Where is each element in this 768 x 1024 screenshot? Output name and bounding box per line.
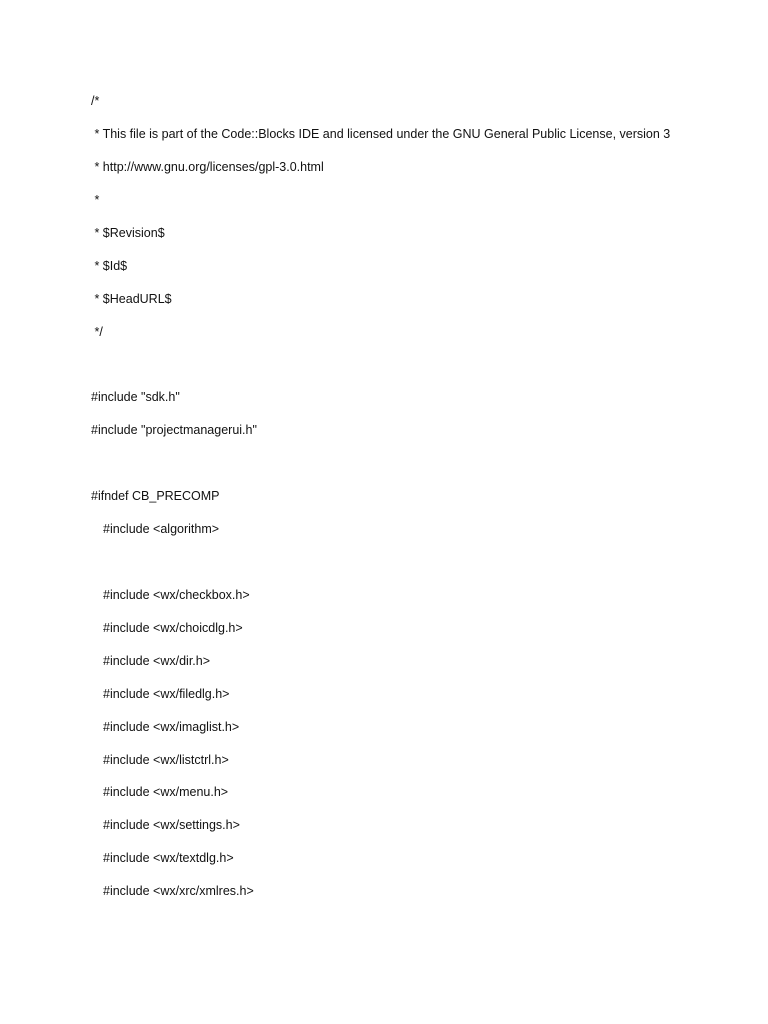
revision-line: * $Revision$ [91,226,165,240]
include-sdk-line: #include "sdk.h" [91,390,180,404]
include-projectmanagerui-line: #include "projectmanagerui.h" [91,423,257,437]
license-url-line: * http://www.gnu.org/licenses/gpl-3.0.html [91,160,324,174]
comment-close-line: */ [91,325,103,339]
comment-blank-line: * [91,193,100,207]
ifndef-line: #ifndef CB_PRECOMP [91,489,220,503]
id-line: * $Id$ [91,259,128,273]
license-line: * This file is part of the Code::Blocks IDE and licensed under the GNU General Public License, version 3 [91,127,671,141]
include-choicdlg-line: #include <wx/choicdlg.h> [103,621,243,635]
include-imaglist-line: #include <wx/imaglist.h> [103,720,240,734]
comment-open-line: /* [91,94,100,108]
include-filedlg-line: #include <wx/filedlg.h> [103,687,230,701]
include-checkbox-line: #include <wx/checkbox.h> [103,588,250,602]
headurl-line: * $HeadURL$ [91,292,172,306]
include-listctrl-line: #include <wx/listctrl.h> [103,753,229,767]
include-textdlg-line: #include <wx/textdlg.h> [103,851,234,865]
include-dir-line: #include <wx/dir.h> [103,654,211,668]
include-xmlres-line: #include <wx/xrc/xmlres.h> [103,884,254,898]
include-settings-line: #include <wx/settings.h> [103,818,240,832]
include-menu-line: #include <wx/menu.h> [103,785,229,799]
include-algorithm-line: #include <algorithm> [103,522,220,536]
